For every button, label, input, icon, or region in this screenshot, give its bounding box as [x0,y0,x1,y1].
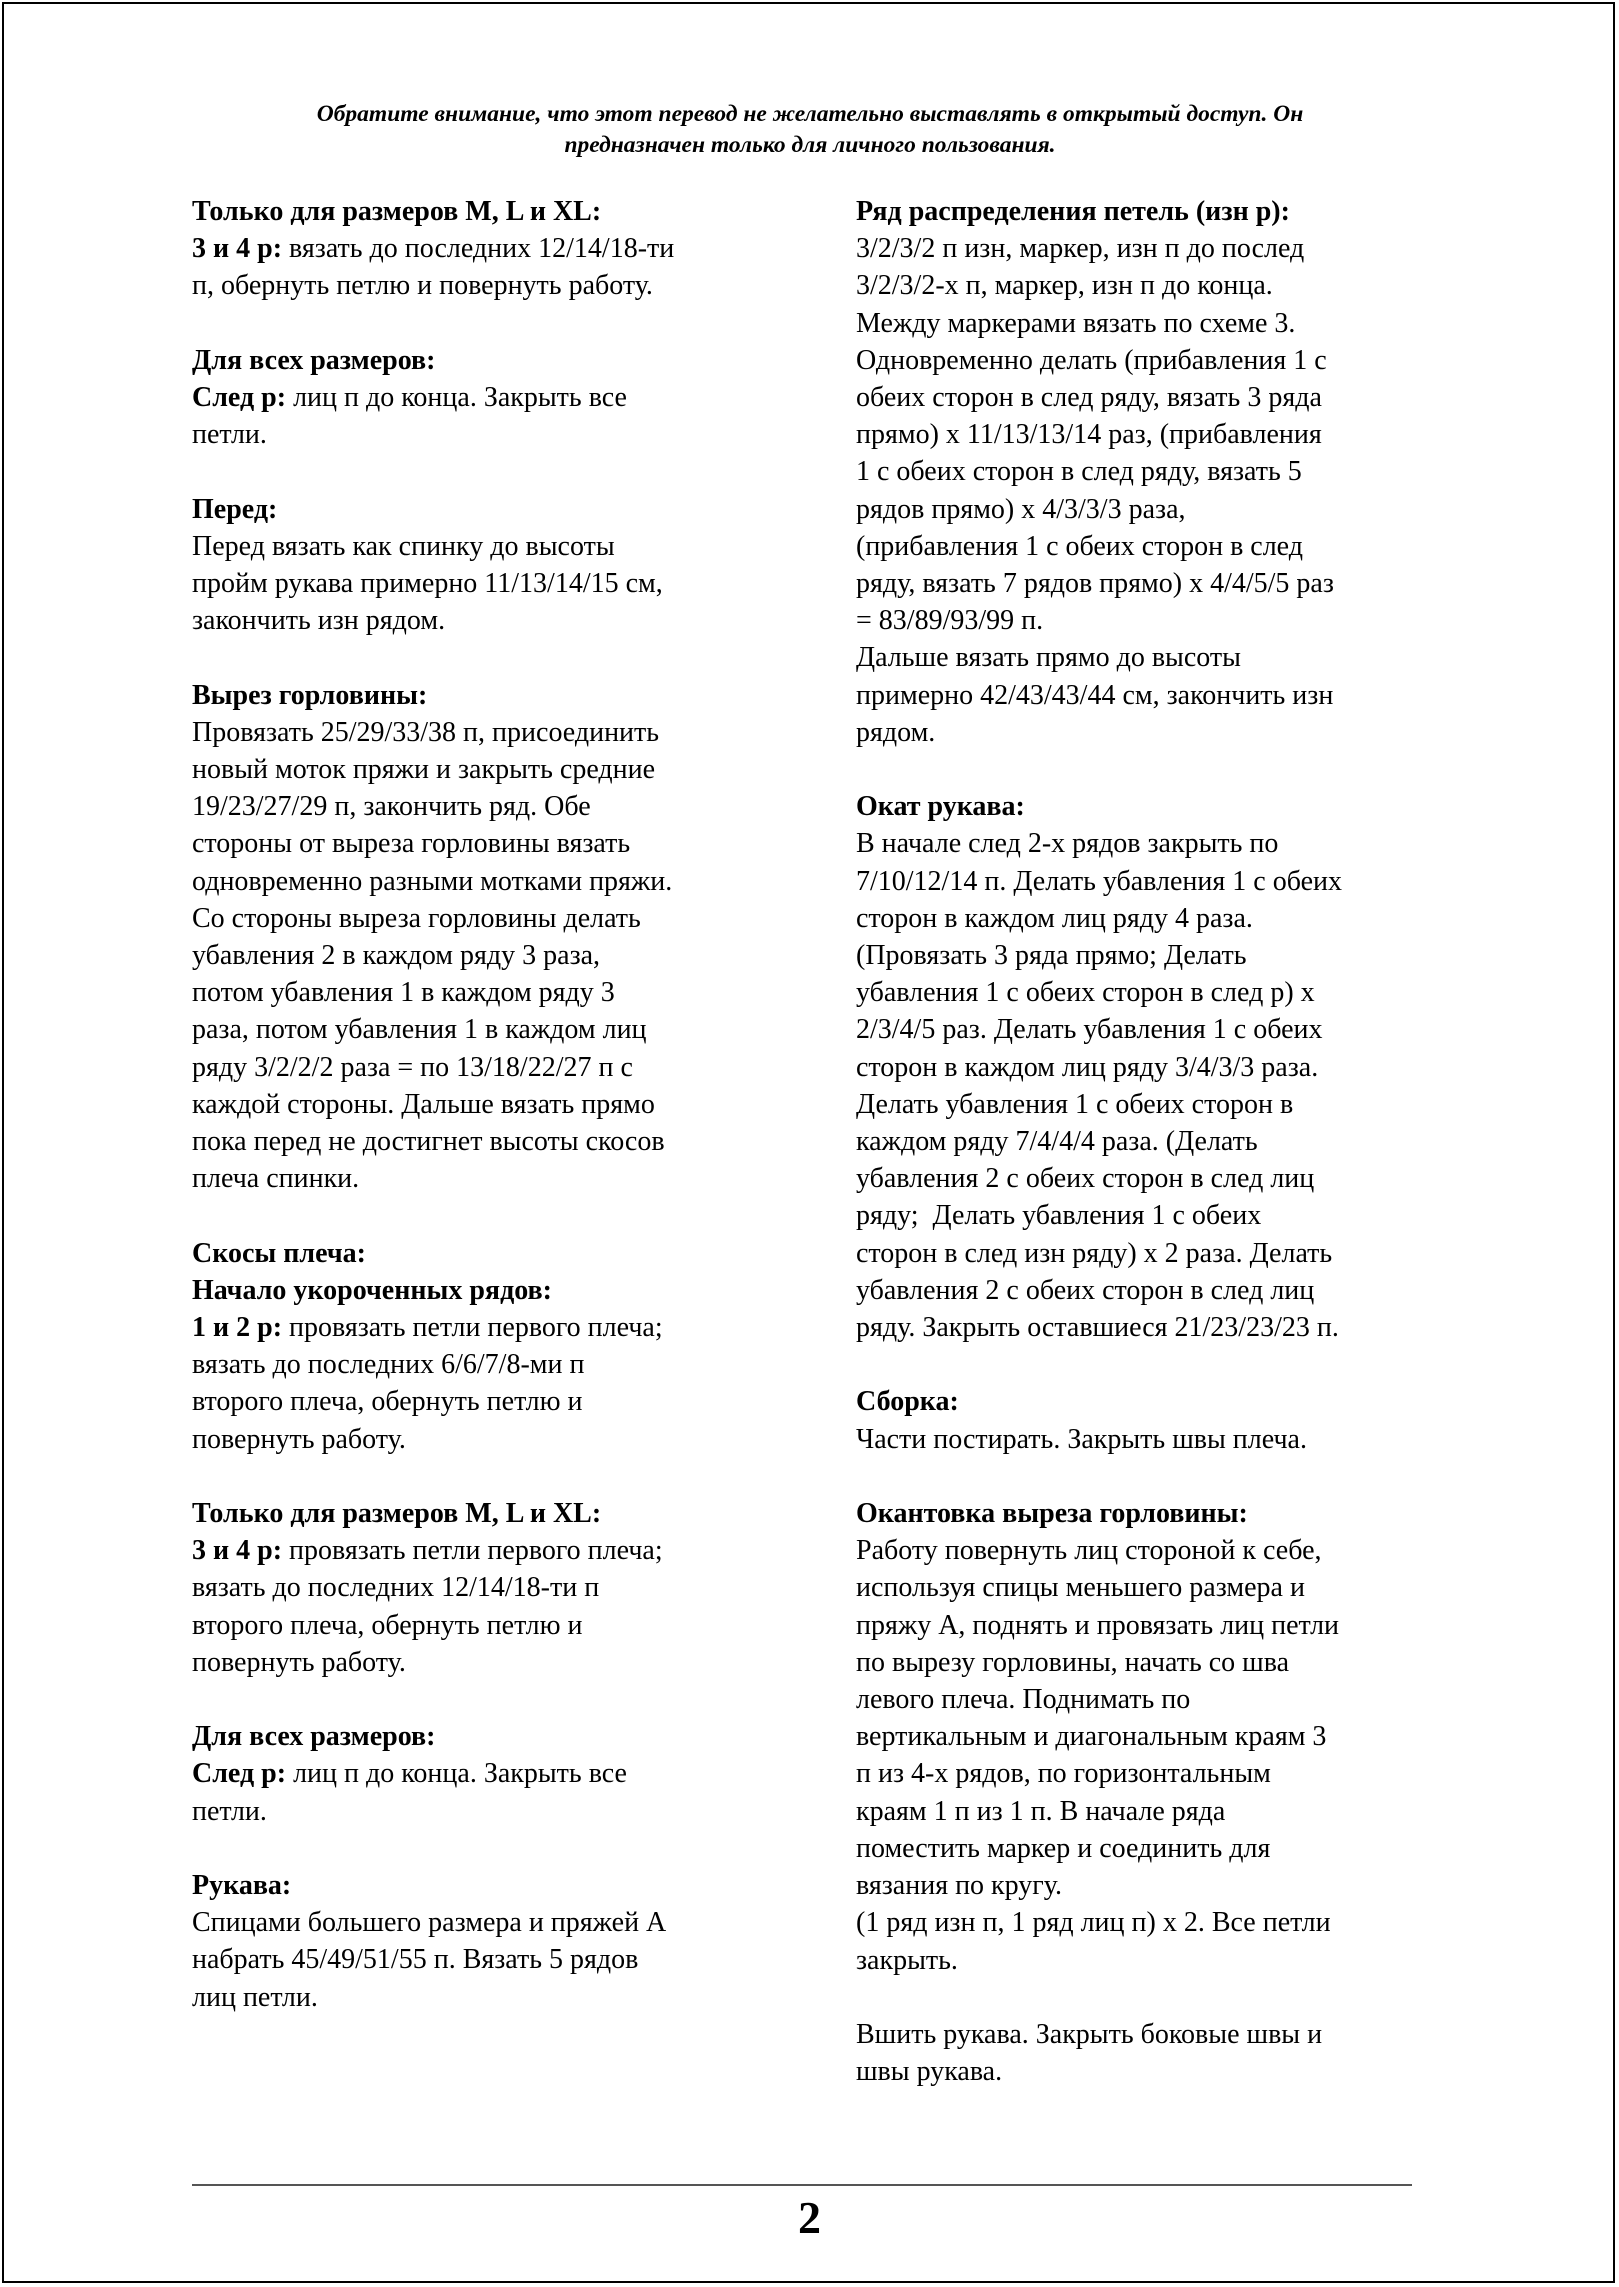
row-label: 3 и 4 р: [192,233,283,265]
section-sizes-mlxl-back [192,193,772,305]
text-line: 7/10/12/14 п. Делать убавления 1 с обеих [856,865,1342,897]
text-line: петли. [192,1795,267,1827]
text-line: стороны от выреза горловины вязать [192,828,631,860]
text-line: вязать до последних 6/6/7/8-ми п [192,1349,585,1381]
text-line: (Провязать 3 ряда прямо; Делать [856,940,1247,972]
section-front [192,491,772,640]
section-neckline [192,677,772,1198]
text-line: рядов прямо) х 4/3/3/3 раза, [856,493,1186,525]
text-line: поместить маркер и соединить для [856,1832,1271,1864]
section-assembly [856,1383,1436,1457]
notice-line: предназначен только для личного пользования. [564,132,1056,158]
text-line: Провязать 25/29/33/38 п, присоединить [192,716,660,748]
left-column [192,193,772,2016]
text-line [192,1309,772,1346]
text-line: (1 ряд изн п, 1 ряд лиц п) х 2. Все петли [856,1907,1331,1939]
right-column [856,193,1436,2090]
row-label: След р: [192,1758,287,1790]
notice-line: Обратите внимание, что этот перевод не желательно выставлять в открытый доступ. Он [316,101,1304,127]
section-sizes-mlxl-front [192,1495,772,1681]
text-line: Части постирать. Закрыть швы плеча. [856,1423,1307,1455]
text-line: раза, потом убавления 1 в каждом лиц [192,1014,647,1046]
footer-divider [192,2184,1412,2186]
section-heading: Перед: [192,493,278,525]
text-line: прямо) х 11/13/13/14 раз, (прибавления [856,419,1322,451]
section-finishing [856,2016,1436,2090]
text-line: петли. [192,419,267,451]
text-line [192,1532,772,1569]
text-line: каждой стороны. Дальше вязать прямо [192,1088,655,1120]
text-line: 3/2/3/2-х п, маркер, изн п до конца. [856,270,1273,302]
text-line: каждом ряду 7/4/4/4 раза. (Делать [856,1126,1258,1158]
text-line: убавления 1 с обеих сторон в след р) х [856,977,1315,1009]
text-line: пока перед не достигнет высоты скосов [192,1126,665,1158]
text-line: швы рукава. [856,2056,1003,2088]
text-line: пряжу А, поднять и провязать лиц петли [856,1609,1340,1641]
text-line: (прибавления 1 с обеих сторон в след [856,530,1303,562]
section-stitch-distribution-row [856,193,1436,751]
section-neckband [856,1495,1436,1979]
section-heading: Вырез горловины: [192,679,428,711]
row-text: лиц п до конца. Закрыть все [286,382,627,413]
text-line: п из 4-х рядов, по горизонтальным [856,1758,1271,1790]
text-line: ряду 3/2/2/2 раза = по 13/18/22/27 п с [192,1051,633,1083]
text-line: убавления 2 с обеих сторон в след лиц [856,1274,1315,1306]
text-line: рядом. [856,716,936,748]
text-line: Перед вязать как спинку до высоты [192,530,615,562]
row-text: лиц п до конца. Закрыть все [286,1758,627,1790]
text-line: Спицами большего размера и пряжей А [192,1907,667,1939]
text-line: убавления 2 в каждом ряду 3 раза, [192,940,601,972]
section-heading: Ряд распределения петель (изн р): [856,196,1290,227]
section-heading: Скосы плеча: [192,1237,366,1269]
text-line: потом убавления 1 в каждом ряду 3 [192,977,615,1009]
row-text: провязать петли первого плеча; [282,1535,663,1567]
text-line: новый моток пряжи и закрыть средние [192,754,656,785]
text-line: примерно 42/43/43/44 см, закончить изн [856,679,1334,711]
section-heading: Для всех размеров: [192,1721,436,1753]
text-line: одновременно разными мотками пряжи. [192,865,673,897]
text-line: закрыть. [856,1944,958,1976]
text-line: ряду, вязать 7 рядов прямо) х 4/4/5/5 раз [856,568,1334,600]
privacy-notice [190,99,1430,161]
text-line: = 83/89/93/99 п. [856,605,1044,637]
section-shoulder-slopes [192,1235,772,1458]
text-line: Одновременно делать (прибавления 1 с [856,344,1327,376]
text-line: набрать 45/49/51/55 п. Вязать 5 рядов [192,1944,639,1976]
section-heading: Окантовка выреза горловины: [856,1498,1248,1530]
text-line: сторон в каждом лиц ряду 4 раза. [856,902,1253,934]
text-line: сторон в каждом лиц ряду 3/4/3/3 раза. [856,1051,1319,1083]
text-line: убавления 2 с обеих сторон в след лиц [856,1163,1315,1195]
text-line: пройм рукава примерно 11/13/14/15 см, [192,568,663,599]
section-sleeve-cap [856,788,1436,1346]
text-line: 3/2/3/2 п изн, маркер, изн п до послед [856,233,1305,265]
text-line: плеча спинки. [192,1163,360,1195]
text-line: Со стороны выреза горловины делать [192,902,641,934]
text-line: по вырезу горловины, начать со шва [856,1646,1290,1678]
text-line [192,1755,772,1792]
row-label: 1 и 2 р: [192,1312,283,1344]
text-line: ряду. Закрыть оставшиеся 21/23/23/23 п. [856,1312,1339,1344]
text-line: лиц петли. [192,1981,318,2013]
text-line: повернуть работу. [192,1646,406,1678]
text-line: сторон в след изн ряду) х 2 раза. Делать [856,1237,1333,1269]
text-line: В начале след 2-х рядов закрыть по [856,828,1279,860]
text-line: 19/23/27/29 п, закончить ряд. Обе [192,791,591,823]
text-line: вертикальным и диагональным краям 3 [856,1721,1327,1753]
section-all-sizes-front [192,1718,772,1830]
text-line: 1 с обеих сторон в след ряду, вязать 5 [856,456,1302,488]
text-line: второго плеча, обернуть петлю и [192,1386,583,1418]
text-line: Между маркерами вязать по схеме 3. [856,307,1296,339]
text-line: повернуть работу. [192,1423,406,1455]
section-sleeves [192,1867,772,2016]
text-line: закончить изн рядом. [192,605,446,637]
page-number: 2 [798,2192,821,2243]
text-line: вязать до последних 12/14/18-ти п [192,1572,600,1604]
text-line: Делать убавления 1 с обеих сторон в [856,1088,1294,1120]
section-all-sizes-back [192,342,772,454]
text-line: ряду; Делать убавления 1 с обеих [856,1200,1262,1232]
text-line [192,230,772,267]
section-heading: Окат рукава: [856,791,1025,823]
row-label: След р: [192,382,287,413]
row-text: провязать петли первого плеча; [282,1312,663,1344]
section-heading: Рукава: [192,1870,292,1902]
section-heading: Только для размеров M, L и XL: [192,1498,602,1530]
text-line [192,379,772,416]
row-label: 3 и 4 р: [192,1535,283,1567]
section-heading: Только для размеров M, L и XL: [192,196,602,227]
text-line: левого плеча. Поднимать по [856,1684,1191,1716]
section-heading: Сборка: [856,1386,959,1418]
text-line: вязания по кругу. [856,1870,1062,1902]
text-line: используя спицы меньшего размера и [856,1572,1305,1604]
text-line: обеих сторон в след ряду, вязать 3 ряда [856,382,1322,414]
section-heading: Для всех размеров: [192,344,436,376]
text-line: Вшить рукава. Закрыть боковые швы и [856,2018,1323,2050]
text-line: 2/3/4/5 раз. Делать убавления 1 с обеих [856,1014,1323,1046]
text-line: Работу повернуть лиц стороной к себе, [856,1535,1322,1567]
row-text: вязать до последних 12/14/18-ти [282,233,675,265]
text-line: краям 1 п из 1 п. В начале ряда [856,1795,1226,1827]
text-line: п, обернуть петлю и повернуть работу. [192,270,653,302]
text-line: Дальше вязать прямо до высоты [856,642,1241,674]
section-subheading: Начало укороченных рядов: [192,1274,552,1306]
text-line: второго плеча, обернуть петлю и [192,1609,583,1641]
